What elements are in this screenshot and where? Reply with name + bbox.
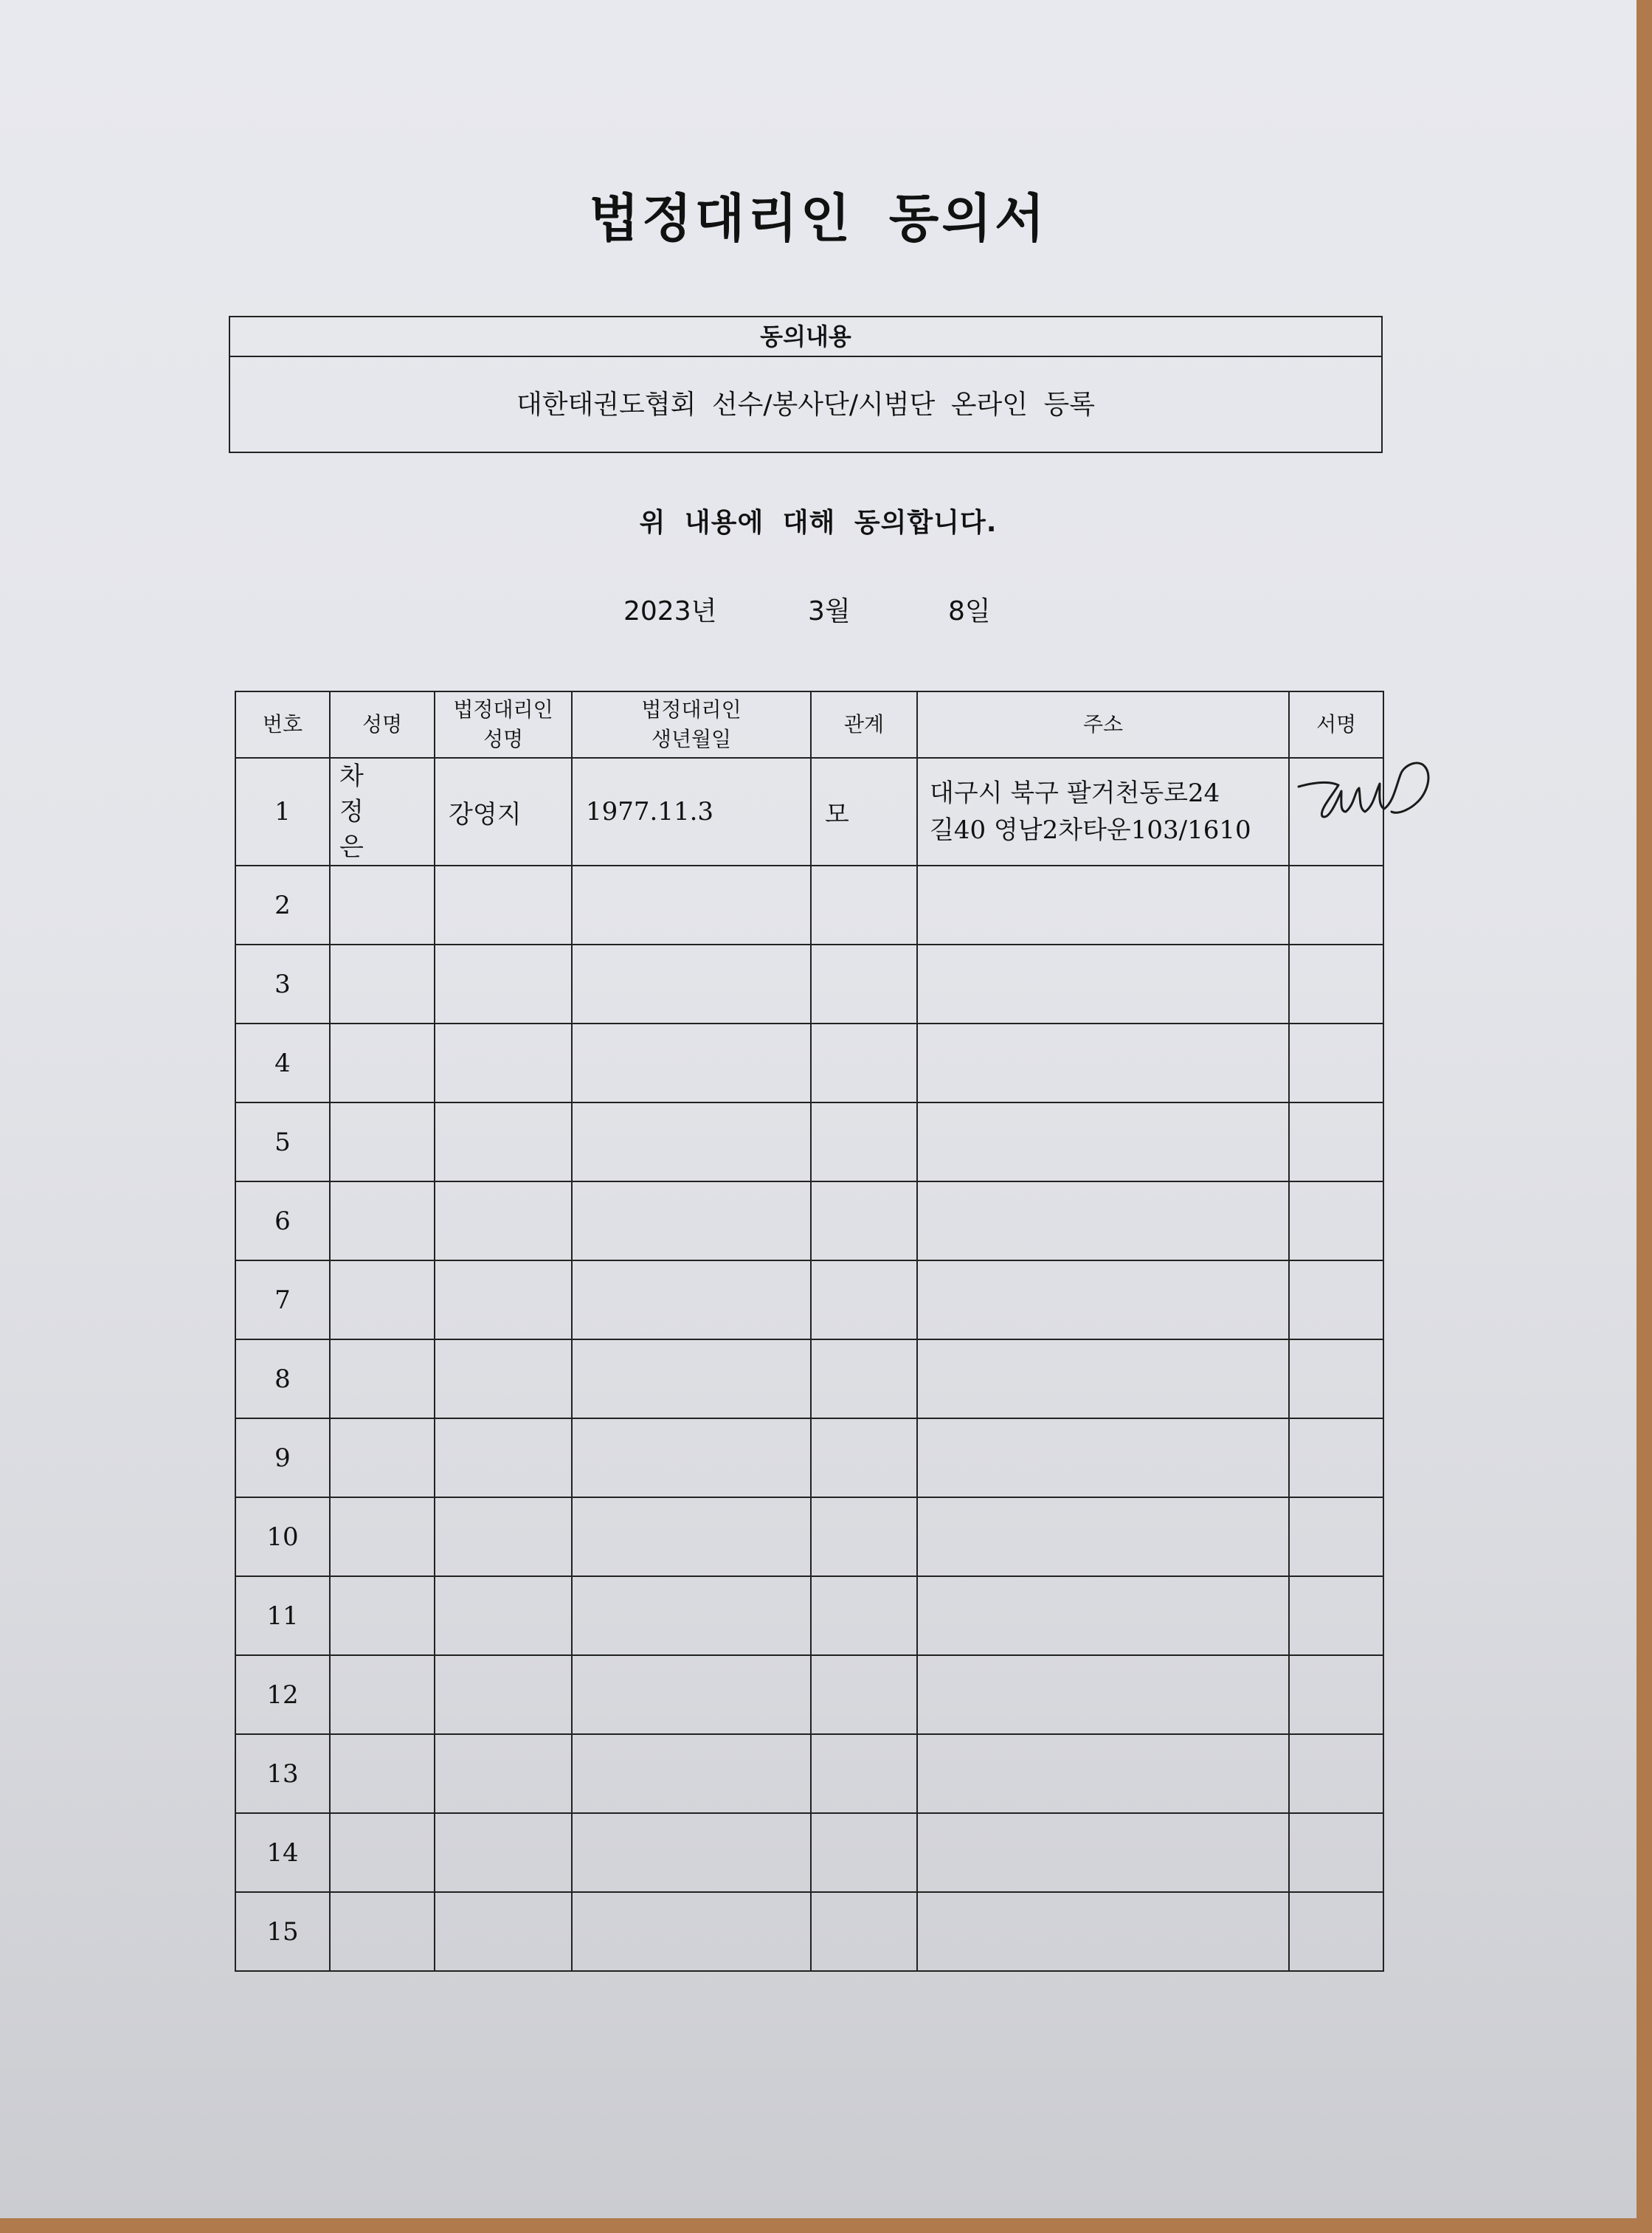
table-row (235, 1102, 1383, 1181)
table-row (235, 1734, 1383, 1813)
row-name (330, 866, 435, 945)
row-address (917, 1734, 1289, 1813)
row-guardian-name (435, 1813, 572, 1892)
header-address: 주소 (917, 691, 1289, 758)
header-guardian-birth (572, 691, 811, 758)
row-relation (811, 1102, 917, 1181)
row-relation (811, 1892, 917, 1971)
row-guardian-name (435, 1024, 572, 1102)
row-signature (1289, 1024, 1383, 1102)
row-guardian-name (435, 1102, 572, 1181)
row-address (917, 1024, 1289, 1102)
row-name-line1: 차 정 (339, 762, 377, 826)
header-guardian-name (435, 691, 572, 758)
row-address-line1: 대구시 북구 팔거천동로24 (930, 779, 1220, 808)
guardian-table (235, 691, 1384, 1972)
row-number: 14 (235, 1813, 330, 1892)
header-guardian-birth-line1: 법정대리인 (641, 697, 742, 722)
row-relation (811, 1497, 917, 1576)
row-signature (1289, 1339, 1383, 1418)
handwritten-signature (1293, 753, 1440, 834)
row-address (917, 1892, 1289, 1971)
row-guardian-name (435, 1576, 572, 1655)
table-row (235, 1655, 1383, 1734)
row-name (330, 1339, 435, 1418)
header-relation: 관계 (811, 691, 917, 758)
row-address (917, 1418, 1289, 1497)
row-number: 3 (235, 945, 330, 1024)
row-signature (1289, 1260, 1383, 1339)
row-guardian-birth (572, 1181, 811, 1260)
table-row (235, 1497, 1383, 1576)
row-relation (811, 1181, 917, 1260)
row-guardian-name (435, 1734, 572, 1813)
row-address (917, 1260, 1289, 1339)
consent-header: 동의내용 (230, 317, 1381, 357)
table-row (235, 1813, 1383, 1892)
row-guardian-birth: 1977.11.3 (572, 758, 811, 866)
row-number: 7 (235, 1260, 330, 1339)
row-address (917, 1339, 1289, 1418)
row-number: 13 (235, 1734, 330, 1813)
row-name (330, 1181, 435, 1260)
row-guardian-birth (572, 1892, 811, 1971)
row-number: 15 (235, 1892, 330, 1971)
row-relation (811, 1339, 917, 1418)
row-guardian-birth (572, 1339, 811, 1418)
row-signature (1289, 1102, 1383, 1181)
row-guardian-birth (572, 1813, 811, 1892)
row-guardian-name (435, 945, 572, 1024)
table-row (235, 1576, 1383, 1655)
table-row (235, 866, 1383, 945)
row-signature (1289, 1655, 1383, 1734)
row-signature (1289, 1892, 1383, 1971)
row-number: 11 (235, 1576, 330, 1655)
header-number: 번호 (235, 691, 330, 758)
row-relation (811, 945, 917, 1024)
row-number: 5 (235, 1102, 330, 1181)
table-row (235, 1181, 1383, 1260)
table-row (235, 1024, 1383, 1102)
table-row (235, 1339, 1383, 1418)
row-address-line2: 길40 영남2차타운103/1610 (930, 815, 1251, 845)
row-relation (811, 1734, 917, 1813)
row-signature (1289, 1418, 1383, 1497)
row-signature (1289, 1576, 1383, 1655)
row-name (330, 1655, 435, 1734)
row-name (330, 945, 435, 1024)
row-guardian-birth (572, 1576, 811, 1655)
row-name (330, 1102, 435, 1181)
header-name: 성명 (330, 691, 435, 758)
row-relation: 모 (811, 758, 917, 866)
table-row (235, 1260, 1383, 1339)
row-number: 1 (235, 758, 330, 866)
table-row (235, 758, 1383, 866)
row-guardian-birth (572, 1102, 811, 1181)
row-relation (811, 1260, 917, 1339)
row-name (330, 1260, 435, 1339)
table-header-row (235, 691, 1383, 758)
row-signature (1289, 1734, 1383, 1813)
row-guardian-name (435, 1892, 572, 1971)
row-name-line2: 은 (339, 832, 377, 862)
row-guardian-birth (572, 945, 811, 1024)
row-number: 2 (235, 866, 330, 945)
row-address (917, 1813, 1289, 1892)
row-relation (811, 866, 917, 945)
row-guardian-name (435, 1418, 572, 1497)
row-address (917, 1497, 1289, 1576)
row-number: 12 (235, 1655, 330, 1734)
row-guardian-name: 강영지 (435, 758, 572, 866)
row-guardian-birth (572, 1418, 811, 1497)
consent-body: 대한태권도협회 선수/봉사단/시범단 온라인 등록 (516, 390, 1096, 420)
row-relation (811, 1418, 917, 1497)
header-guardian-name-line2: 성명 (483, 727, 524, 751)
row-number: 8 (235, 1339, 330, 1418)
row-signature (1289, 758, 1383, 866)
row-guardian-name (435, 1339, 572, 1418)
row-name (330, 1418, 435, 1497)
row-address (917, 758, 1289, 866)
table-row (235, 1418, 1383, 1497)
row-number: 9 (235, 1418, 330, 1497)
row-name (330, 1576, 435, 1655)
row-number: 6 (235, 1181, 330, 1260)
header-guardian-name-line1: 법정대리인 (453, 697, 553, 722)
row-address (917, 1181, 1289, 1260)
table-row (235, 1892, 1383, 1971)
row-signature (1289, 1497, 1383, 1576)
row-guardian-birth (572, 1655, 811, 1734)
row-address (917, 1102, 1289, 1181)
row-name (330, 1813, 435, 1892)
row-name (330, 1892, 435, 1971)
row-relation (811, 1576, 917, 1655)
row-signature (1289, 866, 1383, 945)
row-guardian-name (435, 1497, 572, 1576)
row-relation (811, 1655, 917, 1734)
row-name (330, 1024, 435, 1102)
table-row (235, 945, 1383, 1024)
row-number: 10 (235, 1497, 330, 1576)
row-guardian-birth (572, 1024, 811, 1102)
row-address (917, 1655, 1289, 1734)
row-address (917, 1576, 1289, 1655)
row-address (917, 945, 1289, 1024)
row-relation (811, 1024, 917, 1102)
row-guardian-name (435, 1181, 572, 1260)
header-guardian-birth-line2: 생년월일 (651, 727, 732, 751)
row-signature (1289, 1813, 1383, 1892)
row-address (917, 866, 1289, 945)
date-month: 3월 (808, 596, 851, 627)
agreement-statement: 위 내용에 대해 동의합니다. (639, 508, 998, 538)
date-year: 2023년 (623, 596, 717, 627)
row-signature (1289, 945, 1383, 1024)
date-day: 8일 (948, 596, 991, 627)
row-guardian-birth (572, 866, 811, 945)
consent-content-box (229, 316, 1383, 453)
row-signature (1289, 1181, 1383, 1260)
row-guardian-birth (572, 1734, 811, 1813)
row-number: 4 (235, 1024, 330, 1102)
row-relation (811, 1813, 917, 1892)
row-name (330, 1734, 435, 1813)
row-guardian-name (435, 1260, 572, 1339)
row-guardian-birth (572, 1260, 811, 1339)
row-name (330, 758, 435, 866)
row-name (330, 1497, 435, 1576)
document-title: 법정대리인 동의서 (589, 188, 1048, 249)
header-signature: 서명 (1289, 691, 1383, 758)
row-guardian-name (435, 1655, 572, 1734)
row-guardian-name (435, 866, 572, 945)
row-guardian-birth (572, 1497, 811, 1576)
